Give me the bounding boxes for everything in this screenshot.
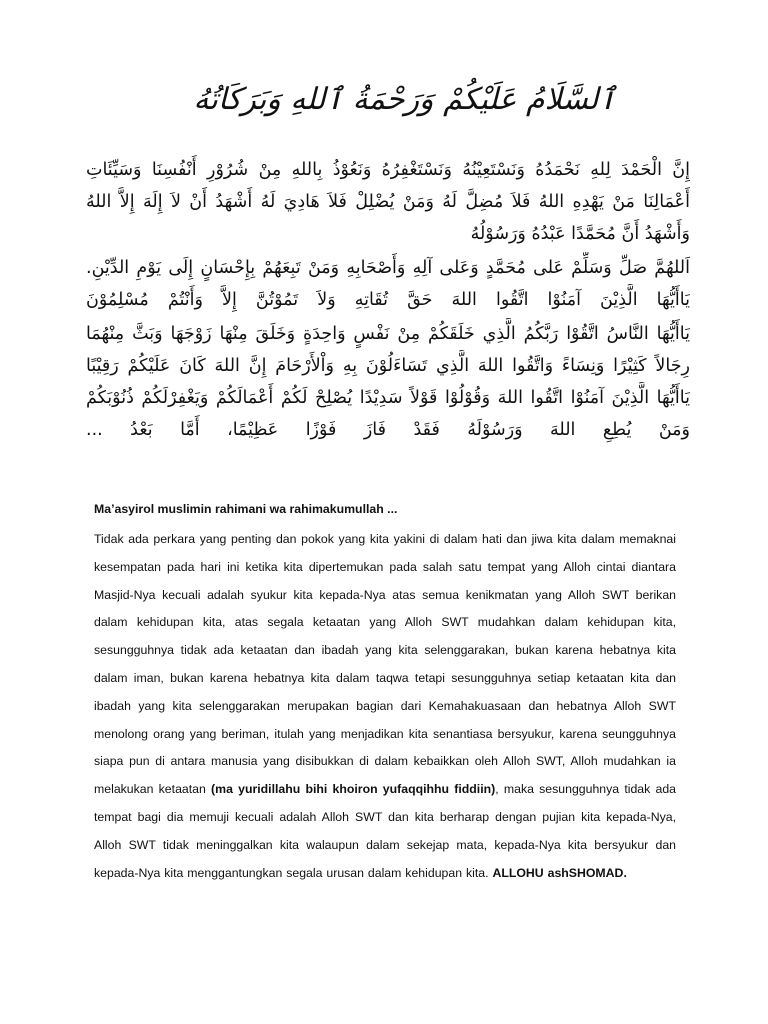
arabic-opening-text — [86, 154, 690, 446]
arabic-line: اَللهُمَّ صَلِّ وَسَلِّمْ عَلى مُحَمَّدٍ وَعَلى آلِهِ وَأَصْحَابِهِ وَمَنْ تَبِعَهُمْ بِإِحْسَانٍ إِلَى يَوْمِ الدِّيْنِ. — [86, 258, 690, 278]
paragraph-bold-closing: ALLOHU ashSHOMAD. — [492, 865, 627, 880]
paragraph-text: Tidak ada perkara yang penting dan pokok yang kita yakini di dalam hati dan jiwa kita dalam memaknai kesempatan pada hari ini ketika kita dipertemukan pada salah satu tempat yang Alloh cintai diantara Masjid-Nya kecuali adalah syukur kita kepada-Nya atas semua kenikmatan yang Alloh SWT berikan dalam kehidupan kita, atas segala ketaatan yang Alloh SWT mudahkan dalam kehidupan kita, sesungguhnya tidak ada ketaatan dan ibadah yang kita selenggarakan, bukan karena hebatnya kita dalam iman, bukan karena hebatnya kita dalam taqwa tetapi sesungguhnya setiap ketaatan kita dan ibadah yang kita selenggarakan merupakan bagian dari Kemahakuasaan dan hebatnya Alloh SWT menolong orang yang beriman, itulah yang menjadikan kita senantiasa bersyukur, karena seungguhnya siapa pun di antara manusia yang disibukkan di dalam kebaikkan oleh Alloh SWT, Alloh mudahkan ia melakukan ketaatan — [94, 532, 676, 797]
arabic-line: وَأَشْهَدُ أَنَّ مُحَمَّدًا عَبْدُهُ وَرَسُوْلُهُ — [470, 224, 690, 244]
arabic-line: إِنَّ الْحَمْدَ لِلهِ نَحْمَدُهُ وَنَسْتَعِيْنُهُ وَنَسْتَغْفِرُهُ وَنَعُوْذُ بِاللهِ مِنْ شُرُوْرِ أَنْفُسِنَا وَسَيِّئَاتِ — [86, 160, 690, 180]
sermon-body — [94, 498, 676, 887]
paragraph-bold-phrase: (ma yuridillahu bihi khoiron yufaqqihhu fiddiin) — [211, 782, 496, 797]
arabic-line: أَعْمَالِنَا مَنْ يَهْدِهِ اللهُ فَلاَ مُضِلَّ لَهُ وَمَنْ يُضْلِلْ فَلاَ هَادِيَ لَهُ أَشْهَدُ أَنْ لاَ إِلَهَ إِلاَّ اللهُ — [86, 192, 690, 212]
arabic-line: يَاأَيُّهَا الَّذِيْنَ آمَنُوْا اتَّقُوا اللهَ حَقَّ تُقَاتِهِ وَلاَ تَمُوْتُنَّ إِلاَّ وَأَنْتُمْ مُسْلِمُوْنَ — [86, 290, 690, 310]
sermon-paragraph — [94, 526, 676, 887]
greeting: Ma’asyirol muslimin rahimani wa rahimakumullah ... — [94, 502, 398, 516]
paragraph-text: , maka sesungguhnya tidak ada tempat bagi dia memuji kecuali adalah Alloh SWT dan kita berharap dengan pujian kita kepada-Nya, Alloh SWT tidak meninggalkan kita walaupun dalam sekejap mata, kepada-Nya kita bersyukur dan kepada-Nya kita menggantungkan segala urusan dalam kehidupan kita. — [94, 782, 677, 880]
arabic-line: وَمَنْ يُطِعِ اللهَ وَرَسُوْلَهُ فَقَدْ فَازَ فَوْزًا عَظِيْمًا، أَمَّا بَعْدُ ... — [86, 420, 690, 440]
arabic-line: رِجَالاً كَثِيْرًا وَنِسَاءً وَاتَّقُوا اللهَ الَّذِي تَسَاءَلُوْنَ بِهِ وَاْلأَرْحَامَ إِنَّ اللهَ كَانَ عَلَيْكُمْ رَقِيْبًا — [86, 356, 690, 376]
salam-heading: ٱلسَّلَامُ عَلَيْكُمْ وَرَحْمَةُ ٱللهِ وَبَرَكَاتُهُ — [193, 82, 616, 117]
arabic-line: يَاأَيُّهَا النَّاسُ اتَّقُوْا رَبَّكُمُ الَّذِي خَلَقَكُمْ مِنْ نَفْسٍ وَاحِدَةٍ وَخَلَقَ مِنْهَا زَوْجَهَا وَبَثَّ مِنْهُمَا — [86, 324, 690, 344]
arabic-line: يَاأَيُّهَا الَّذِيْنَ آمَنُوْا اتَّقُوا اللهَ وَقُوْلُوْا قَوْلاً سَدِيْدًا يُصْلِحْ لَكُمْ أَعْمَالَكُمْ وَيَغْفِرْلَكُمْ ذُنُوْبَكُمْ — [86, 388, 690, 408]
